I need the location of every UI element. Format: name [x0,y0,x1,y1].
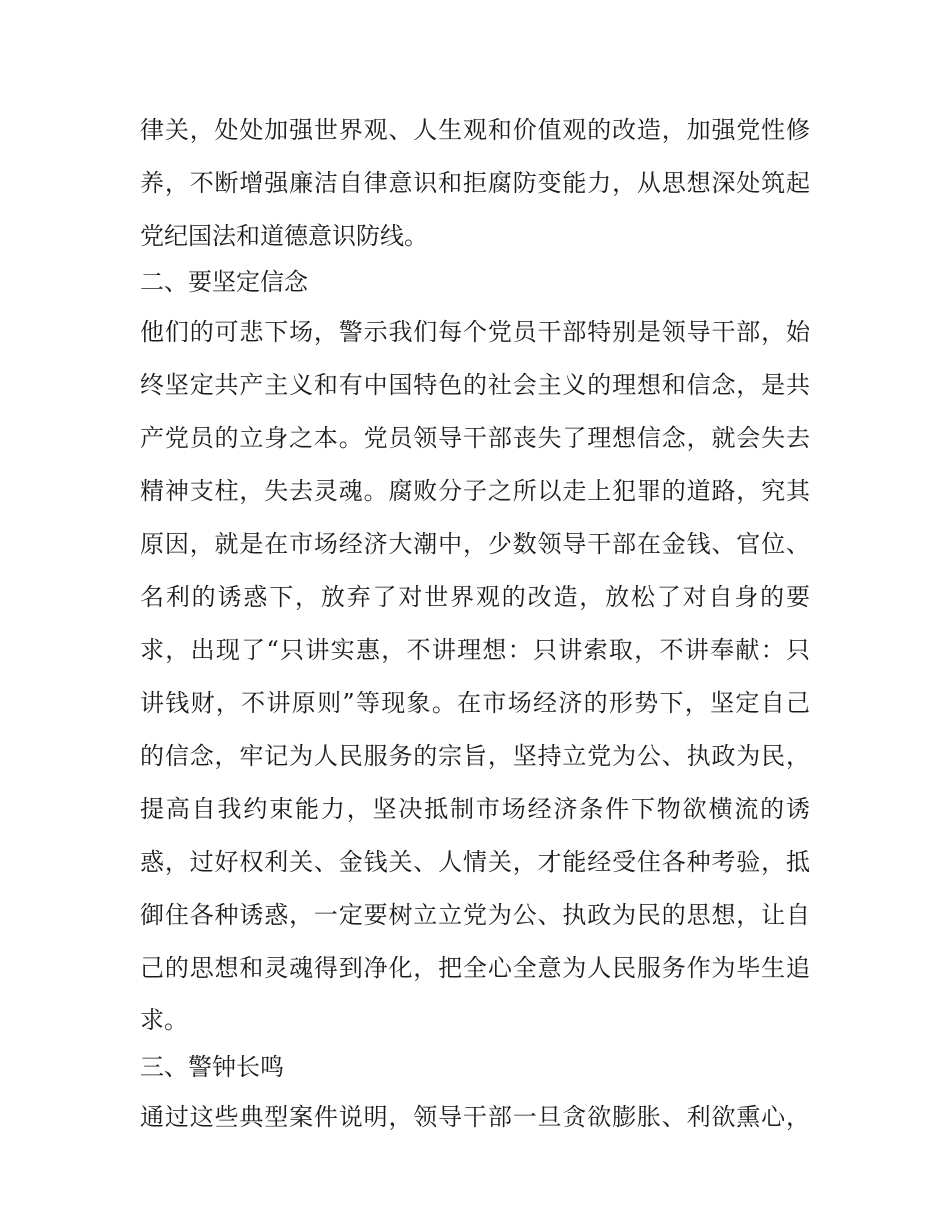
paragraph-1-line-3: 党纪国法和道德意识防线。 [140,222,428,250]
paragraph-3-line-9: 的信念，牢记为人民服务的宗旨，坚持立党为公、执政为民， [140,742,810,770]
paragraph-3-line-5: 原因，就是在市场经济大潮中，少数领导干部在金钱、官位、 [140,530,810,558]
paragraph-3-line-7: 求，出现了“只讲实惠，不讲理想：只讲索取，不讲奉献：只 [140,636,810,664]
paragraph-3-line-10: 提高自我约束能力，坚决抵制市场经济条件下物欲横流的诱 [140,795,810,823]
paragraph-5-line-1: 通过这些典型案件说明，领导干部一旦贪欲膨胀、利欲熏心， [140,1103,810,1131]
paragraph-1-line-1: 律关，处处加强世界观、人生观和价值观的改造，加强党性修 [140,116,810,144]
section-heading-3: 三、警钟长鸣 [140,1053,284,1081]
paragraph-3-line-8: 讲钱财，不讲原则”等现象。在市场经济的形势下，坚定自己 [140,689,810,717]
paragraph-3-line-12: 御住各种诱惑，一定要树立立党为公、执政为民的思想，让自 [140,901,810,929]
paragraph-3-line-11: 惑，过好权利关、金钱关、人情关，才能经受住各种考验，抵 [140,848,810,876]
paragraph-3-line-14: 求。 [140,1006,188,1034]
paragraph-3-line-2: 终坚定共产主义和有中国特色的社会主义的理想和信念，是共 [140,371,810,399]
section-heading-2: 二、要坚定信念 [140,268,308,296]
paragraph-3-line-4: 精神支柱，失去灵魂。腐败分子之所以走上犯罪的道路，究其 [140,477,810,505]
paragraph-3-line-3: 产党员的立身之本。党员领导干部丧失了理想信念，就会失去 [140,424,810,452]
paragraph-3-line-6: 名利的诱惑下，放弃了对世界观的改造，放松了对自身的要 [140,583,810,611]
paragraph-1-line-2: 养，不断增强廉洁自律意识和拒腐防变能力，从思想深处筑起 [140,169,810,197]
paragraph-3-line-1: 他们的可悲下场，警示我们每个党员干部特别是领导干部，始 [140,318,810,346]
paragraph-3-line-13: 己的思想和灵魂得到净化，把全心全意为人民服务作为毕生追 [140,954,810,982]
